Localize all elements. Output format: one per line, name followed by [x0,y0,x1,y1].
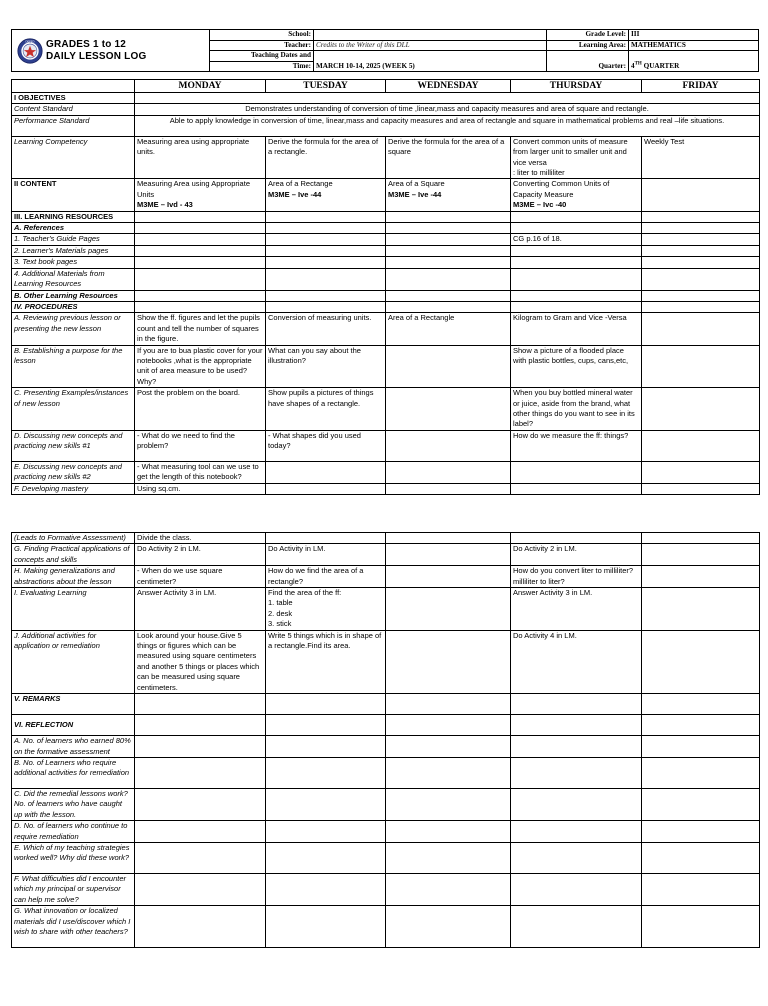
reflection-a-label: A. No. of learners who earned 80% on the formative assessment [12,736,135,758]
procedure-j-monday: Look around your house.Give 5 things or figures which can be measured using square centimeters and another 5 things or places which can be measured using square centimeters. [135,630,266,693]
competency-monday: Measuring area using appropriate units. [135,136,266,179]
learners-materials-label: 2. Learner's Materials pages [12,245,135,256]
teacher-label: Teacher: [210,40,314,51]
day-header-friday: FRIDAY [642,80,760,93]
procedure-d-label: D. Discussing new concepts and practicing new skills #1 [12,430,135,461]
procedure-i-label: I. Evaluating Learning [12,588,135,631]
teaching-dates-value: MARCH 10-14, 2025 (WEEK 5) [314,51,547,72]
deped-seal-icon [17,38,43,64]
lesson-log-table-page1 [11,79,760,495]
learning-resources-heading: III. LEARNING RESOURCES [12,211,135,222]
dll-title-line2: DAILY LESSON LOG [46,50,147,62]
procedure-g-tuesday: Do Activity in LM. [266,544,386,566]
svg-text:DEPED: DEPED [25,40,35,44]
procedure-c-tuesday: Show pupils a pictures of things have shapes of a rectangle. [266,388,386,431]
content-tuesday-code: M3ME – Ive -44 [268,189,322,199]
procedure-i-tuesday: Find the area of the ff: 1. table 2. desk 3. stick [266,588,386,631]
procedure-b-thursday: Show a picture of a flooded place with plastic bottles, cups, cans,etc, [511,345,642,388]
grade-level-label: Grade Level: [547,30,629,41]
teaching-dates-label: Teaching Dates and [210,51,314,62]
procedure-a-label: A. Reviewing previous lesson or presenting the new lesson [12,313,135,345]
content-monday: Measuring Area using Appropriate Units M3ME – Ivd - 43 [135,179,266,211]
procedure-c-label: C. Presenting Examples/instances of new lesson [12,388,135,431]
references-heading: A. References [12,223,135,234]
other-resources-heading: B. Other Learning Resources [12,290,135,301]
procedure-i-monday: Answer Activity 3 in LM. [135,588,266,631]
procedures-heading: IV. PROCEDURES [12,301,135,312]
procedure-j-label: J. Additional activities for application or remediation [12,630,135,693]
content-thursday-code: M3ME – Ivc -40 [513,200,567,210]
competency-friday: Weekly Test [642,136,760,179]
content-monday-code: M3ME – Ivd - 43 [137,200,193,210]
textbook-pages-label: 3. Text book pages [12,257,135,268]
procedure-b-tuesday: What can you say about the illustration? [266,345,386,388]
performance-standard-label: Performance Standard [12,115,135,136]
content-heading: II CONTENT [12,179,135,211]
procedure-g-thursday: Do Activity 2 in LM. [511,544,642,566]
procedure-i-thursday: Answer Activity 3 in LM. [511,588,642,631]
procedure-j-tuesday: Write 5 things which is in shape of a rectangle.Find its area. [266,630,386,693]
remarks-heading: V. REMARKS [12,694,135,715]
header-logo-cell [12,30,210,72]
procedure-j-thursday: Do Activity 4 in LM. [511,630,642,693]
procedure-d-thursday: How do we measure the ff: things? [511,430,642,461]
day-header-wednesday: WEDNESDAY [386,80,511,93]
procedure-a-monday: Show the ff. figures and let the pupils count and tell the number of squares in the figure. [135,313,266,345]
procedure-h-label: H. Making generalizations and abstractions about the lesson [12,566,135,588]
procedure-e-label: E. Discussing new concepts and practicing new skills #2 [12,461,135,483]
day-header-blank [12,80,135,93]
procedure-d-monday: - What do we need to find the problem? [135,430,266,461]
school-label: School: [210,30,314,41]
procedure-a-wednesday: Area of a Rectangle [386,313,511,345]
procedure-b-label: B. Establishing a purpose for the lesson [12,345,135,388]
reflection-f-label: F. What difficulties did I encounter which my principal or supervisor can help me solve? [12,873,135,905]
procedure-f-monday-continued: Divide the class. [135,533,266,544]
content-thursday: Converting Common Units of Capacity Measure M3ME – Ivc -40 [511,179,642,211]
reflection-c-label: C. Did the remedial lessons work? No. of learners who have caught up with the lesson. [12,788,135,820]
reflection-heading: VI. REFLECTION [12,715,135,736]
procedure-b-monday: If you are to bua plastic cover for your notebooks ,what is the appropriate unit of area measure to be used?Why? [135,345,266,388]
content-wednesday: Area of a Square M3ME – Ive -44 [386,179,511,211]
learning-area-label: Learning Area: [547,40,629,51]
content-standard-value: Demonstrates understanding of conversion of time ,linear,mass and capacity measures and area of square and rectangle. [135,104,760,115]
competency-tuesday: Derive the formula for the area of a rectangle. [266,136,386,179]
additional-materials-label: 4. Additional Materials from Learning Resources [12,268,135,290]
learning-area-value: MATHEMATICS [629,40,759,51]
lesson-log-table-page2 [11,532,760,948]
learning-competency-label: Learning Competency [12,136,135,179]
reflection-b-label: B. No. of Learners who require additional activities for remediation [12,757,135,788]
quarter-value: 4TH QUARTER [629,51,759,72]
procedure-f-label: F. Developing mastery [12,483,135,494]
procedure-h-tuesday: How do we find the area of a rectangle? [266,566,386,588]
procedure-a-tuesday: Conversion of measuring units. [266,313,386,345]
day-header-row [12,80,760,93]
procedure-g-monday: Do Activity 2 in LM. [135,544,266,566]
time-label: Time: [210,61,314,72]
school-value [314,30,547,41]
reflection-g-label: G. What innovation or localized materials did I use/discover which I wish to share with other teachers? [12,906,135,948]
content-tuesday: Area of a Rectange M3ME – Ive -44 [266,179,386,211]
procedure-a-thursday: Kilogram to Gram and Vice -Versa [511,313,642,345]
performance-standard-value: Able to apply knowledge in conversion of time, linear,mass and capacity measures and area of rectangle and square in mathematical problems and real –life situations. [135,115,760,136]
grade-level-value: III [629,30,759,41]
teacher-value: Credits to the Writer of this DLL [314,40,547,51]
objectives-heading: I OBJECTIVES [12,93,135,104]
day-header-tuesday: TUESDAY [266,80,386,93]
procedure-h-monday: - When do we use square centimeter? [135,566,266,588]
quarter-label: Quarter: [547,51,629,72]
day-header-thursday: THURSDAY [511,80,642,93]
procedure-c-monday: Post the problem on the board. [135,388,266,431]
reflection-d-label: D. No. of learners who continue to require remediation [12,821,135,843]
teachers-guide-label: 1. Teacher's Guide Pages [12,234,135,245]
procedure-d-tuesday: - What shapes did you used today? [266,430,386,461]
reflection-e-label: E. Which of my teaching strategies worked well? Why did these work? [12,842,135,873]
header-table [11,29,759,72]
procedure-f-monday: Using sq.cm. [135,483,266,494]
content-wednesday-code: M3ME – Ive -44 [388,189,442,199]
day-header-monday: MONDAY [135,80,266,93]
procedure-h-thursday: How do you convert liter to milliliter?milliliter to liter? [511,566,642,588]
procedure-g-label: G. Finding Practical applications of concepts and skills [12,544,135,566]
teachers-guide-thursday: CG p.16 of 18. [511,234,642,245]
procedure-c-thursday: When you buy bottled mineral water or juice, aside from the brand, what other things do you want to see in its label? [511,388,642,431]
content-standard-label: Content Standard [12,104,135,115]
dll-title-line1: GRADES 1 to 12 [46,38,127,50]
procedure-f-continued-label: (Leads to Formative Assessment) [12,533,135,544]
competency-thursday: Convert common units of measure from larger unit to smaller unit and vice versa : liter to milliliter [511,136,642,179]
competency-wednesday: Derive the formula for the area of a square [386,136,511,179]
procedure-e-monday: - What measuring tool can we use to get the length of this notebook? [135,461,266,483]
